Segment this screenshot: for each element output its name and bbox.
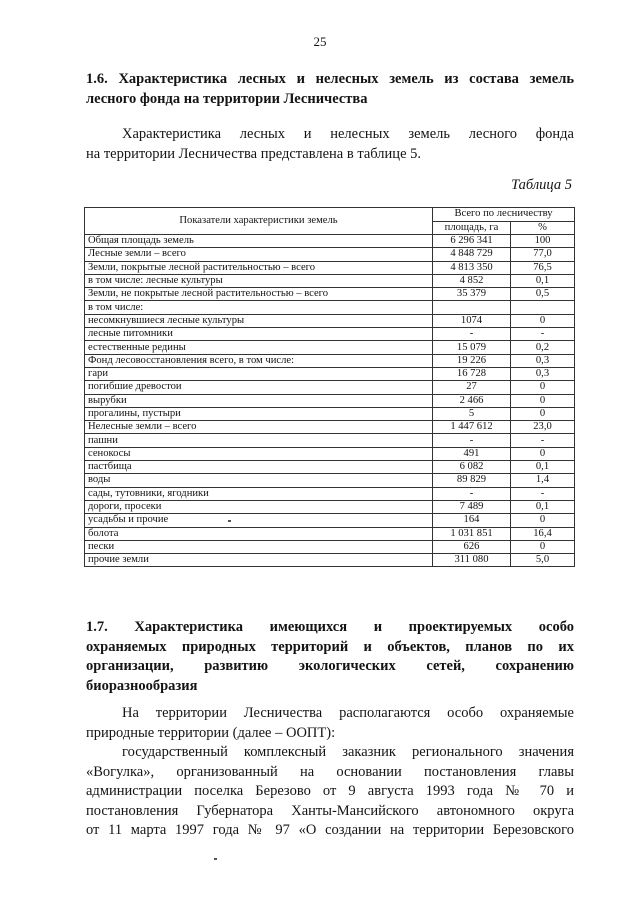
table-row [85,540,575,553]
table-row [85,367,575,380]
row-percent: 1,4 [511,474,575,487]
section-1-7-body-line-6: постановления Губернатора Ханты-Мансийского автономного округа [86,802,574,819]
table-row [85,301,575,314]
section-1-6-intro [86,125,574,164]
row-area: 491 [433,447,511,460]
header-total: Всего по лесничеству [433,208,575,222]
row-percent: 23,0 [511,421,575,434]
table-row [85,434,575,447]
table-row [85,261,575,274]
row-area: 16 728 [433,367,511,380]
row-percent: 16,4 [511,527,575,540]
table-row [85,248,575,261]
table-row [85,514,575,527]
row-area: - [433,434,511,447]
table-row [85,407,575,420]
table-row [85,474,575,487]
row-percent: 0 [511,447,575,460]
row-percent: 0,1 [511,461,575,474]
table-row [85,500,575,513]
table-row [85,461,575,474]
section-1-6-intro-line-1: Характеристика лесных и нелесных земель лесного фонда [122,126,574,142]
row-percent [511,301,575,314]
table-row [85,394,575,407]
row-percent: 0 [511,540,575,553]
row-percent: 0 [511,314,575,327]
header-percent: % [511,221,575,235]
row-percent: 100 [511,235,575,248]
section-1-7-body-line-1: На территории Лесничества располагаются особо охраняемые [122,705,574,721]
table-row [85,274,575,287]
section-1-6-title-line-2: лесного фонда на территории Лесничества [86,91,368,107]
row-area: 1 031 851 [433,527,511,540]
scan-speck [228,520,231,522]
row-area: 7 489 [433,500,511,513]
row-label: сады, тутовники, ягодники [85,487,433,500]
row-label: естественные редины [85,341,433,354]
row-label: в том числе: лесные культуры [85,274,433,287]
row-area: 27 [433,381,511,394]
section-1-6-title [86,69,574,109]
row-area: 6 082 [433,461,511,474]
row-label: пашни [85,434,433,447]
row-percent: 0,2 [511,341,575,354]
section-1-7-body-line-5: администрации поселка Березово от 9 августа 1993 года № 70 и [86,783,574,799]
table-row [85,381,575,394]
row-area: 4 813 350 [433,261,511,274]
table-row [85,447,575,460]
table-row [85,341,575,354]
row-label: Лесные земли – всего [85,248,433,261]
row-label: Земли, покрытые лесной растительностью – всего [85,261,433,274]
row-area: 5 [433,407,511,420]
header-area: площадь, га [433,221,511,235]
row-area: 311 080 [433,554,511,567]
section-1-6-intro-line-2: на территории Лесничества представлена в таблице 5. [86,145,422,162]
row-area: 35 379 [433,288,511,301]
section-1-7-title-line-4: биоразнообразия [86,677,198,694]
section-1-7-body-line-3: государственный комплексный заказник регионального значения [122,744,574,760]
row-label: Общая площадь земель [85,235,433,248]
row-label: Нелесные земли – всего [85,421,433,434]
row-percent: 0,3 [511,367,575,380]
table-caption: Таблица 5 [511,177,572,193]
row-area: 2 466 [433,394,511,407]
section-1-7-title-line-3: организации, развитию экологических сетей, сохранению [86,658,574,674]
section-1-7-body-line-4: «Вогулка», организованный на основании постановления главы [86,763,574,780]
row-area: 4 848 729 [433,248,511,261]
row-area: 4 852 [433,274,511,287]
row-percent: 0,1 [511,274,575,287]
table-row [85,314,575,327]
row-percent: 0,3 [511,354,575,367]
row-percent: - [511,434,575,447]
row-label: пастбища [85,461,433,474]
row-area: - [433,487,511,500]
row-area: 1 447 612 [433,421,511,434]
land-characteristics-table [84,207,575,567]
scan-speck [214,858,217,860]
row-label: вырубки [85,394,433,407]
table-row [85,421,575,434]
row-percent: 77,0 [511,248,575,261]
row-percent: 0 [511,381,575,394]
row-area: 19 226 [433,354,511,367]
row-label: Земли, не покрытые лесной растительностью – всего [85,288,433,301]
row-percent: 0,1 [511,500,575,513]
row-percent: - [511,328,575,341]
row-percent: 0 [511,394,575,407]
row-percent: - [511,487,575,500]
row-area: - [433,328,511,341]
row-percent: 5,0 [511,554,575,567]
row-label: болота [85,527,433,540]
page-number: 25 [313,34,327,49]
row-label: гари [85,367,433,380]
table-row [85,527,575,540]
section-1-7-body-line-7: от 11 марта 1997 года № 97 «О создании на территории Березовского [86,822,574,838]
row-area: 6 296 341 [433,235,511,248]
row-label: погибшие древостои [85,381,433,394]
section-1-7-title-line-2: охраняемых природных территорий и объектов, планов по их [86,638,574,655]
row-percent: 0,5 [511,288,575,301]
section-1-7-title-line-1: 1.7. Характеристика имеющихся и проектируемых особо [86,619,574,635]
row-area [433,301,511,314]
row-area: 89 829 [433,474,511,487]
section-1-7-body-line-2: природные территории (далее – ООПТ): [86,724,336,741]
table-row [85,354,575,367]
section-1-6-title-line-1: 1.6. Характеристика лесных и нелесных земель из состава земель [86,71,574,87]
row-area: 626 [433,540,511,553]
table-row [85,328,575,341]
row-area: 1074 [433,314,511,327]
row-label: лесные питомники [85,328,433,341]
table-row [85,235,575,248]
row-label: несомкнувшиеся лесные культуры [85,314,433,327]
table-row [85,554,575,567]
row-area: 164 [433,514,511,527]
section-1-7-title [86,618,574,696]
row-area: 15 079 [433,341,511,354]
row-label: прогалины, пустыри [85,407,433,420]
row-label: пески [85,540,433,553]
header-indicator: Показатели характеристики земель [85,208,433,235]
row-percent: 76,5 [511,261,575,274]
row-label: дороги, просеки [85,500,433,513]
table-row [85,487,575,500]
row-percent: 0 [511,407,575,420]
row-label: прочие земли [85,554,433,567]
row-label: сенокосы [85,447,433,460]
row-label: воды [85,474,433,487]
section-1-7-body [86,704,574,841]
row-label: в том числе: [85,301,433,314]
row-label: Фонд лесовосстановления всего, в том числе: [85,354,433,367]
row-label: усадьбы и прочие [85,514,433,527]
row-percent: 0 [511,514,575,527]
table-row [85,288,575,301]
